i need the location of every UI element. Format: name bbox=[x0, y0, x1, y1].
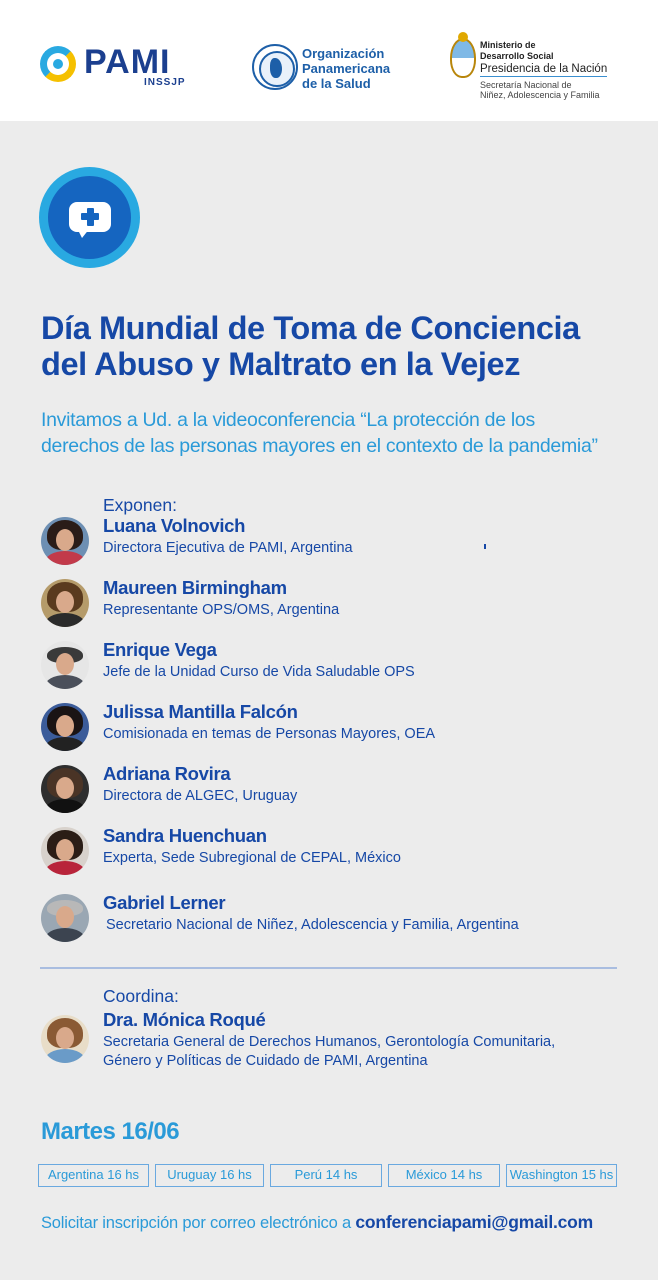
registration-note bbox=[41, 1212, 593, 1233]
avatar bbox=[41, 703, 89, 751]
speaker-name: Luana Volnovich bbox=[103, 515, 246, 536]
invitation-line2: derechos de las personas mayores en el contexto de la pandemia” bbox=[41, 435, 598, 457]
speaker-role: Representante OPS/OMS, Argentina bbox=[103, 602, 340, 618]
globe-seal-icon bbox=[252, 44, 298, 90]
invitation-text bbox=[41, 407, 641, 459]
ministry-name bbox=[480, 40, 554, 62]
registration-text: Solicitar inscripción por correo electrónico a bbox=[41, 1214, 356, 1232]
header-bar bbox=[0, 0, 658, 121]
time-argentina: Argentina 16 hs bbox=[38, 1164, 149, 1187]
speaker-name: Enrique Vega bbox=[103, 639, 217, 660]
coat-of-arms-icon bbox=[450, 38, 476, 78]
speaker-role: Jefe de la Unidad Curso de Vida Saludable OPS bbox=[103, 664, 415, 680]
pami-ring-icon bbox=[40, 46, 76, 82]
avatar bbox=[41, 1015, 89, 1063]
speaker-name: Sandra Huenchuan bbox=[103, 825, 267, 846]
presidency-name: Presidencia de la Nación bbox=[480, 63, 608, 75]
avatar bbox=[41, 765, 89, 813]
ops-name-line2: Panamericana bbox=[302, 61, 391, 76]
time-washington: Washington 15 hs bbox=[506, 1164, 617, 1187]
medical-chat-badge-icon bbox=[39, 167, 140, 268]
pami-name: PAMI bbox=[84, 43, 171, 81]
ministry-line2: Desarrollo Social bbox=[480, 51, 554, 61]
speaker-item bbox=[41, 641, 641, 691]
ops-logo bbox=[252, 44, 402, 92]
event-date: Martes 16/06 bbox=[41, 1118, 180, 1145]
avatar bbox=[41, 517, 89, 565]
avatar bbox=[41, 641, 89, 689]
divider bbox=[40, 967, 617, 969]
speaker-name: Gabriel Lerner bbox=[103, 892, 226, 913]
coordinator-role-line2: Género y Políticas de Cuidado de PAMI, Argentina bbox=[103, 1053, 428, 1069]
stray-mark bbox=[484, 544, 486, 549]
speaker-item bbox=[41, 894, 641, 944]
event-title-line1: Día Mundial de Toma de Conciencia bbox=[41, 310, 580, 346]
coordinator-label: Coordina: bbox=[103, 986, 179, 1006]
speakers-label: Exponen: bbox=[103, 495, 177, 515]
speaker-role: Directora de ALGEC, Uruguay bbox=[103, 788, 298, 804]
pami-subtitle: INSSJP bbox=[144, 77, 186, 88]
ops-name-line1: Organización bbox=[302, 46, 385, 61]
speaker-role: Comisionada en temas de Personas Mayores, OEA bbox=[103, 726, 436, 742]
pami-logo bbox=[40, 44, 190, 90]
time-peru: Perú 14 hs bbox=[270, 1164, 382, 1187]
speaker-item bbox=[41, 517, 641, 567]
chat-bubble-plus-icon bbox=[69, 202, 111, 232]
ministry-line1: Ministerio de bbox=[480, 40, 536, 50]
speaker-item bbox=[41, 579, 641, 629]
avatar bbox=[41, 894, 89, 942]
avatar bbox=[41, 827, 89, 875]
coordinator-name: Dra. Mónica Roqué bbox=[103, 1009, 266, 1030]
speaker-item bbox=[41, 765, 641, 815]
speaker-role: Directora Ejecutiva de PAMI, Argentina bbox=[103, 540, 353, 556]
speaker-item bbox=[41, 827, 641, 877]
speaker-name: Maureen Birmingham bbox=[103, 577, 287, 598]
secretariat-line1: Secretaría Nacional de bbox=[480, 80, 572, 90]
time-uruguay: Uruguay 16 hs bbox=[155, 1164, 264, 1187]
coordinator-item bbox=[41, 1011, 641, 1071]
invitation-line1: Invitamos a Ud. a la videoconferencia “La protección de los bbox=[41, 409, 535, 431]
secretariat-line2: Niñez, Adolescencia y Familia bbox=[480, 90, 600, 100]
speaker-name: Adriana Rovira bbox=[103, 763, 231, 784]
registration-email-link[interactable]: conferenciapami@gmail.com bbox=[355, 1212, 594, 1232]
avatar bbox=[41, 579, 89, 627]
ops-name-line3: de la Salud bbox=[302, 76, 371, 91]
speaker-role: Experta, Sede Subregional de CEPAL, México bbox=[103, 850, 401, 866]
secretariat-name bbox=[480, 80, 600, 100]
speaker-item bbox=[41, 703, 641, 753]
time-mexico: México 14 hs bbox=[388, 1164, 500, 1187]
speaker-name: Julissa Mantilla Falcón bbox=[103, 701, 298, 722]
government-logo bbox=[448, 38, 623, 104]
event-title bbox=[41, 310, 631, 382]
speaker-role: Secretario Nacional de Niñez, Adolescencia y Familia, Argentina bbox=[106, 917, 519, 933]
event-title-line2: del Abuso y Maltrato en la Vejez bbox=[41, 346, 521, 382]
coordinator-role-line1: Secretaria General de Derechos Humanos, Gerontología Comunitaria, bbox=[103, 1034, 556, 1050]
ops-name bbox=[302, 46, 390, 91]
time-zones bbox=[38, 1164, 618, 1188]
